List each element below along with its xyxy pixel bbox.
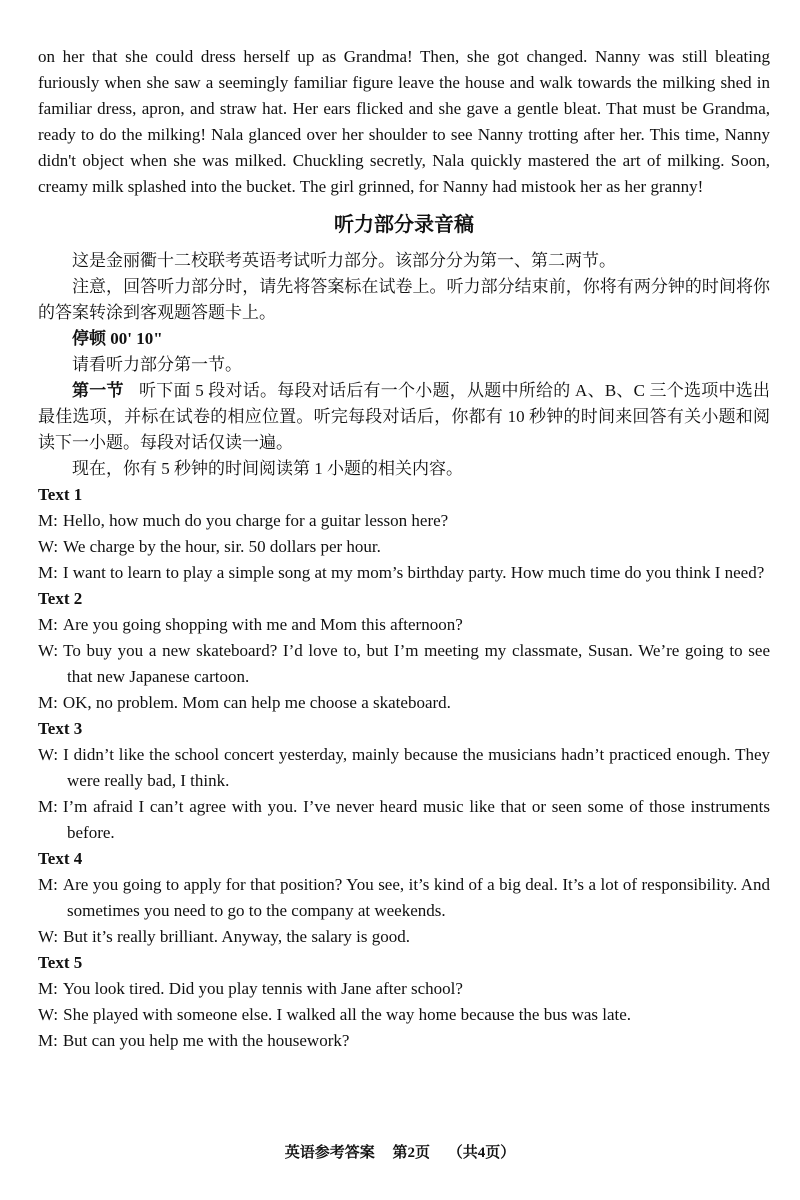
listening-texts (38, 482, 770, 1054)
utterance: To buy you a new skateboard? I’d love to, but I’m meeting my classmate, Susan. We’re going to see that new Japanese cartoon. (63, 641, 770, 686)
dialogue-line (38, 560, 770, 586)
dialogue-line (38, 508, 770, 534)
speaker-label: M: (38, 875, 58, 894)
dialogue-line (38, 976, 770, 1002)
footer-doc-title: 英语参考答案 (284, 1145, 375, 1161)
dialogue-line (38, 690, 770, 716)
utterance: You look tired. Did you play tennis with Jane after school? (62, 979, 463, 998)
text-2-label: Text 2 (38, 589, 83, 608)
utterance: We charge by the hour, sir. 50 dollars per hour. (63, 537, 381, 556)
listening-script-heading: 听力部分录音稿 (334, 214, 474, 236)
dialogue-line (38, 742, 770, 794)
dialogue-line (38, 872, 770, 924)
utterance: I want to learn to play a simple song at my mom’s birthday party. How much time do you think I need? (62, 563, 765, 582)
speaker-label: M: (38, 615, 58, 634)
section-one-label: 第一节 (72, 381, 124, 400)
dialogue-line (38, 924, 770, 950)
section-one-text: 听下面 5 段对话。每段对话后有一个小题，从题中所给的 A、B、C 三个选项中选出最佳选项，并标在试卷的相应位置。听完每段对话后，你都有 10 秒钟的时间来回答有关小题和阅读下一小题。每段对话仅读一遍。 (38, 381, 770, 452)
utterance: But can you help me with the housework? (62, 1031, 350, 1050)
text-3-label: Text 3 (38, 719, 83, 738)
section-one-instructions (38, 378, 770, 456)
utterance: Hello, how much do you charge for a guitar lesson here? (62, 511, 449, 530)
speaker-label: M: (38, 511, 58, 530)
speaker-label: M: (38, 563, 58, 582)
listening-intro-2: 注意，回答听力部分时，请先将答案标在试卷上。听力部分结束前，你将有两分钟的时间将你的答案转涂到客观题答题卡上。 (38, 277, 770, 322)
story-paragraph: on her that she could dress herself up as Grandma! Then, she got changed. Nanny was still bleating furiously when she saw a seemingly familiar figure leave the house and walk towards the milking shed in familiar dress, apron, and straw hat. Her ears flicked and she gave a gentle bleat. That must be Grandma, ready to do the milking! Nala glanced over her shoulder to see Nanny trotting after her. This time, Nanny didn't object when she was milked. Chuckling secretly, Nala quickly mastered the art of milking. Soon, creamy milk splashed into the bucket. The girl grinned, for Nanny had mistook her as her granny! (38, 47, 770, 196)
speaker-label: W: (38, 745, 59, 764)
dialogue-line (38, 1002, 770, 1028)
text-4-label: Text 4 (38, 849, 83, 868)
look-line: 请看听力部分第一节。 (72, 355, 242, 374)
dialogue-line (38, 794, 770, 846)
speaker-label: W: (38, 537, 59, 556)
utterance: I didn’t like the school concert yesterday, mainly because the musicians hadn’t practiced enough. They were really bad, I think. (63, 745, 770, 790)
speaker-label: M: (38, 1031, 58, 1050)
now-line: 现在，你有 5 秒钟的时间阅读第 1 小题的相关内容。 (72, 459, 463, 478)
utterance: Are you going shopping with me and Mom this afternoon? (62, 615, 463, 634)
page-footer (0, 1142, 800, 1164)
speaker-label: M: (38, 979, 58, 998)
dialogue-line (38, 638, 770, 690)
footer-total-pages: （共4页） (447, 1145, 516, 1161)
speaker-label: W: (38, 1005, 59, 1024)
speaker-label: W: (38, 927, 59, 946)
dialogue-line (38, 1028, 770, 1054)
dialogue-line (38, 612, 770, 638)
text-1-label: Text 1 (38, 485, 83, 504)
speaker-label: M: (38, 693, 58, 712)
text-5-label: Text 5 (38, 953, 83, 972)
footer-page-number: 第2页 (392, 1145, 430, 1161)
speaker-label: M: (38, 797, 58, 816)
utterance: But it’s really brilliant. Anyway, the salary is good. (63, 927, 411, 946)
dialogue-line (38, 534, 770, 560)
utterance: I’m afraid I can’t agree with you. I’ve never heard music like that or seen some of those instruments before. (62, 797, 770, 842)
pause-line: 停顿 00' 10" (72, 329, 163, 348)
utterance: She played with someone else. I walked all the way home because the bus was late. (63, 1005, 632, 1024)
speaker-label: W: (38, 641, 59, 660)
listening-intro-1: 这是金丽衢十二校联考英语考试听力部分。该部分分为第一、第二两节。 (72, 251, 616, 270)
utterance: Are you going to apply for that position? You see, it’s kind of a big deal. It’s a lot of responsibility. And sometimes you need to go to the company at weekends. (62, 875, 770, 920)
utterance: OK, no problem. Mom can help me choose a skateboard. (62, 693, 451, 712)
